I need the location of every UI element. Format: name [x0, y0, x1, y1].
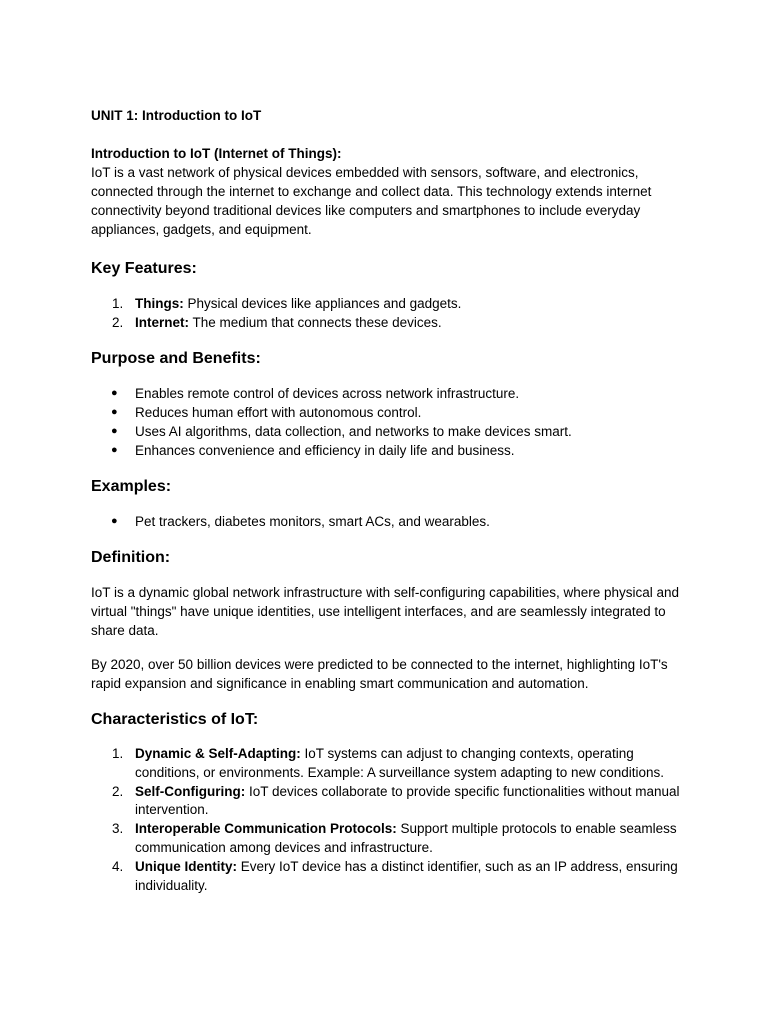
list-text: Physical devices like appliances and gadgets.: [183, 296, 462, 311]
examples-heading: Examples:: [91, 478, 172, 495]
list-term: Interoperable Communication Protocols:: [135, 821, 397, 837]
prediction-paragraph: By 2020, over 50 billion devices were predicted to be connected to the internet, highlighting IoT's rapid expansion and significance in enabling smart communication and automation.: [91, 657, 668, 691]
list-text: Every IoT device has a distinct identifier, such as an IP address, ensuring individuality.: [135, 858, 678, 893]
list-text: Uses AI algorithms, data collection, and networks to make devices smart.: [135, 424, 572, 439]
list-item: [91, 820, 682, 858]
intro-heading: Introduction to IoT (Internet of Things):: [91, 146, 342, 161]
unit-title: UNIT 1: Introduction to IoT: [91, 108, 262, 123]
purpose-heading: Purpose and Benefits:: [91, 350, 261, 367]
definition-heading: Definition:: [91, 549, 171, 566]
list-term: Dynamic & Self-Adapting:: [135, 746, 301, 761]
characteristics-list: [91, 745, 682, 895]
list-item: [91, 745, 682, 783]
purpose-list: [91, 384, 682, 460]
list-item: [91, 783, 682, 821]
key-features-heading: Key Features:: [91, 260, 197, 277]
list-number: 4.: [112, 858, 124, 874]
list-text: Support multiple protocols to enable seamless communication among devices and infrastructure.: [135, 821, 677, 855]
list-text: The medium that connects these devices.: [189, 315, 442, 330]
list-item: [91, 403, 682, 422]
list-item: [91, 858, 682, 896]
list-number: 2.: [112, 783, 124, 799]
list-text: IoT systems can adjust to changing contexts, operating conditions, or environments. Example: A surveillance system adapting to new conditions.: [135, 746, 665, 780]
list-item: [91, 384, 682, 403]
list-item: [91, 313, 682, 332]
list-text: Pet trackers, diabetes monitors, smart ACs, and wearables.: [135, 514, 490, 529]
list-text: Enhances convenience and efficiency in daily life and business.: [135, 443, 515, 458]
list-number: 2.: [112, 315, 124, 330]
list-term: Things:: [135, 296, 184, 311]
intro-paragraph: IoT is a vast network of physical devices embedded with sensors, software, and electronics, connected through the internet to exchange and collect data. This technology extends internet connectivity beyond traditional devices like computers and smartphones to include everyday appliances, gadgets, and equipment.: [91, 165, 652, 237]
list-number: 1.: [112, 296, 124, 311]
list-item: [91, 441, 682, 460]
key-features-list: [91, 294, 682, 332]
bullet-icon: ●: [111, 515, 118, 527]
list-term: Self-Configuring:: [135, 783, 246, 799]
list-text: Reduces human effort with autonomous control.: [135, 405, 422, 420]
list-term: Internet:: [135, 315, 189, 330]
characteristics-heading: Characteristics of IoT:: [91, 711, 259, 728]
list-item: [91, 422, 682, 441]
bullet-icon: ●: [111, 425, 118, 437]
definition-paragraph: IoT is a dynamic global network infrastructure with self-configuring capabilities, where physical and virtual "things" have unique identities, use intelligent interfaces, and are seamlessly integrated to share data.: [91, 585, 680, 638]
list-number: 3.: [112, 821, 124, 837]
bullet-icon: ●: [111, 444, 118, 456]
list-text: IoT devices collaborate to provide specific functionalities without manual intervention.: [135, 783, 680, 818]
list-term: Unique Identity:: [135, 858, 237, 874]
list-item: [91, 512, 682, 531]
examples-list: [91, 512, 682, 531]
bullet-icon: ●: [111, 387, 118, 399]
list-text: Enables remote control of devices across network infrastructure.: [135, 386, 520, 401]
list-item: [91, 294, 682, 313]
bullet-icon: ●: [111, 406, 118, 418]
list-number: 1.: [112, 746, 124, 761]
